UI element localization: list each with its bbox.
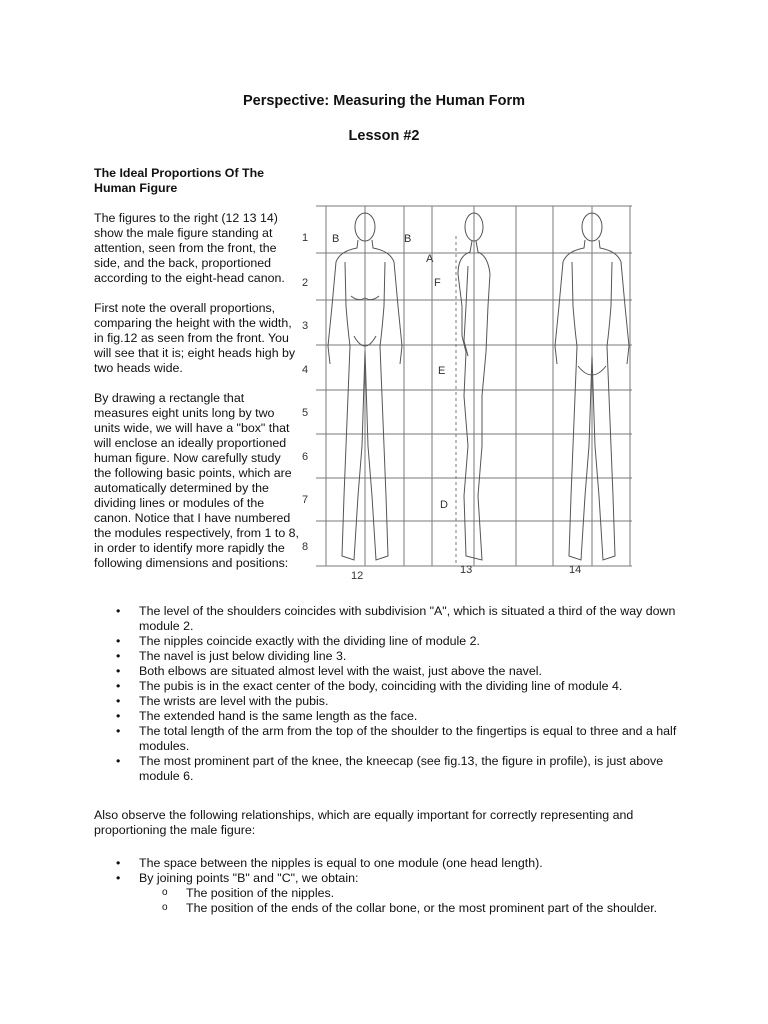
row-number-labels: [302, 232, 308, 553]
list-item: • The space between the nipples is equal to one module (one head length).: [94, 856, 684, 871]
row-number-6: 6: [302, 451, 309, 463]
section-heading: The Ideal Proportions Of The Human Figure: [94, 166, 265, 195]
point-label-f: F: [434, 277, 441, 289]
intro-paragraph-1: The figures to the right (12 13 14) show the male figure standing at attention, seen from the front, the side, and the back, proportioned according to the eight-head canon.: [94, 211, 285, 285]
figure-number-13: 13: [460, 564, 473, 576]
list-item: • The navel is just below dividing line 3.: [94, 649, 684, 664]
sub-list: [94, 886, 684, 916]
point-label-e: E: [438, 365, 446, 377]
list-item: • Both elbows are situated almost level with the waist, just above the navel.: [94, 664, 684, 679]
row-number-3: 3: [302, 320, 309, 332]
figure-number-14: 14: [569, 564, 582, 576]
intro-paragraph-2: First note the overall proportions, comparing the height with the width, in fig.12 as seen from the front. You will see that it is; eight heads high by two heads wide.: [94, 301, 296, 375]
proportion-points-list: [94, 604, 684, 784]
intro-column: [94, 166, 300, 586]
list-item: • The pubis is in the exact center of the body, coinciding with the dividing line of module 4.: [94, 679, 684, 694]
list-item: • The most prominent part of the knee, the kneecap (see fig.13, the figure in profile), is just above module 6.: [94, 754, 684, 784]
figure-number-labels: [351, 564, 581, 582]
document-title: Perspective: Measuring the Human Form: [242, 93, 525, 109]
list-item: • The total length of the arm from the top of the shoulder to the fingertips is equal to three and a half modules.: [94, 724, 684, 754]
row-number-2: 2: [302, 277, 309, 289]
list-item: • The level of the shoulders coincides with subdivision "A", which is situated a third of the way down module 2.: [94, 604, 684, 634]
relationships-list: [94, 856, 684, 916]
sub-list-item: o The position of the nipples.: [94, 886, 684, 901]
sub-list-item: o The position of the ends of the collar bone, or the most prominent part of the shoulder.: [94, 901, 684, 916]
point-label-a: A: [426, 253, 434, 265]
figure-number-12: 12: [351, 570, 364, 582]
intro-paragraph-3: By drawing a rectangle that measures eight units long by two units wide, we will have a "box" that will enclose an ideally proportioned human figure. Now carefully study the following basic points, which are automatically determined by the dividing lines or modules of the canon. Notice that I have numbered the modules respectively, from 1 to 8, in order to identify more rapidly the following dimensions and positions:: [94, 391, 299, 570]
row-number-4: 4: [302, 364, 309, 376]
list-item: • The nipples coincide exactly with the dividing line of module 2.: [94, 634, 684, 649]
point-label-b-left: B: [332, 233, 340, 245]
list-item-text: By joining points "B" and "C", we obtain:: [139, 871, 359, 885]
list-item: • The wrists are level with the pubis.: [94, 694, 684, 709]
row-number-5: 5: [302, 407, 309, 419]
relationships-intro: Also observe the following relationships, which are equally important for correctly representing and proportioning the male figure:: [94, 808, 634, 837]
list-item: • The extended hand is the same length as the face.: [94, 709, 684, 724]
proportion-figure-drawing: [296, 196, 642, 584]
row-number-7: 7: [302, 494, 309, 506]
point-label-d: D: [440, 499, 448, 511]
point-label-b-right: B: [404, 233, 412, 245]
list-item: [94, 871, 684, 886]
lesson-number: Lesson #2: [348, 128, 420, 144]
row-number-1: 1: [302, 232, 309, 244]
proportion-figure-illustration: [296, 196, 642, 584]
row-number-8: 8: [302, 541, 309, 553]
